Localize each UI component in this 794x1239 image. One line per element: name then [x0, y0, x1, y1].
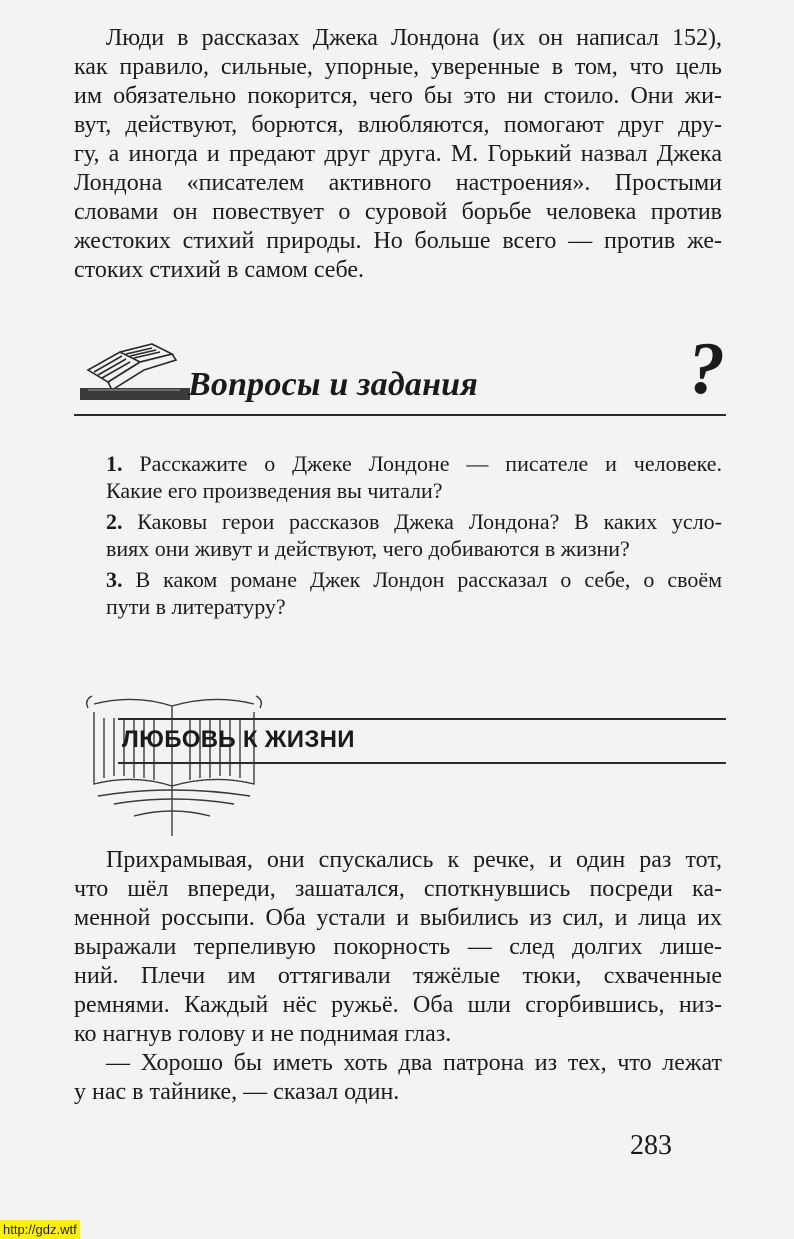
question-text: виях они живут и действуют, чего добиваются в жизни? [106, 536, 630, 561]
question-text: Какие его произведения вы читали? [106, 478, 443, 503]
text-line: вут, действуют, борются, влюбляются, помогают друг дру- [74, 112, 722, 138]
page-number: 283 [630, 1130, 672, 1161]
divider [74, 414, 726, 416]
text-line: Люди в рассказах Джека Лондона (их он написал 152), [106, 25, 722, 51]
text-line: выражали терпеливую покорность — след долгих лише- [74, 934, 722, 960]
question-2 [106, 508, 722, 562]
text-line: словами он повествует о суровой борьбе человека против [74, 199, 722, 225]
question-1 [106, 450, 722, 504]
question-number: 1. [106, 451, 123, 476]
text-line: ремнями. Каждый нёс ружьё. Оба шли сгорбившись, низ- [74, 992, 722, 1018]
text-line: у нас в тайнике, — сказал один. [74, 1079, 400, 1105]
story-paragraph [74, 1049, 722, 1107]
intro-paragraph [74, 24, 722, 285]
watermark-link[interactable]: http://gdz.wtf [0, 1220, 80, 1239]
question-text: Расскажите о Джеке Лондоне — писателе и человеке. [139, 451, 722, 476]
story-paragraph [74, 846, 722, 1049]
story-heading [74, 688, 726, 838]
question-text: В каком романе Джек Лондон рассказал о себе, о своём [135, 567, 723, 592]
section-title: Вопросы и задания [188, 366, 479, 403]
text-line: как правило, сильные, упорные, уверенные в том, что цель [74, 54, 722, 80]
text-line: ко нагнув голову и не поднимая глаз. [74, 1021, 452, 1047]
text-line: стоких стихий в самом себе. [74, 257, 364, 283]
question-mark-icon: ? [688, 328, 725, 410]
text-line: им обязательно покорится, чего бы это ни стоило. Они жи- [74, 83, 722, 109]
question-number: 3. [106, 567, 123, 592]
question-3 [106, 566, 722, 620]
question-text: пути в литературу? [106, 594, 286, 619]
text-line: Лондона «писателем активного настроения». Простыми [74, 170, 722, 196]
question-text: Каковы герои рассказов Джека Лондона? В каких усло- [137, 509, 723, 534]
text-line: что шёл впереди, зашатался, споткнувшись посреди ка- [74, 876, 722, 902]
text-line: менной россыпи. Оба устали и выбились из сил, и лица их [74, 905, 722, 931]
divider [118, 762, 726, 764]
story-title: ЛЮБОВЬ К ЖИЗНИ [122, 726, 355, 753]
text-line: Прихрамывая, они спускались к речке, и один раз тот, [106, 847, 722, 873]
text-line: ний. Плечи им оттягивали тяжёлые тюки, схваченные [74, 963, 722, 989]
questions-heading [74, 328, 726, 422]
open-book-icon [80, 340, 192, 400]
question-number: 2. [106, 509, 123, 534]
text-line: жестоких стихий природы. Но больше всего — против же- [74, 228, 722, 254]
divider [118, 718, 726, 720]
text-line: гу, а иногда и предают друг друга. М. Горький назвал Джека [74, 141, 722, 167]
text-line: — Хорошо бы иметь хоть два патрона из тех, что лежат [106, 1050, 722, 1076]
